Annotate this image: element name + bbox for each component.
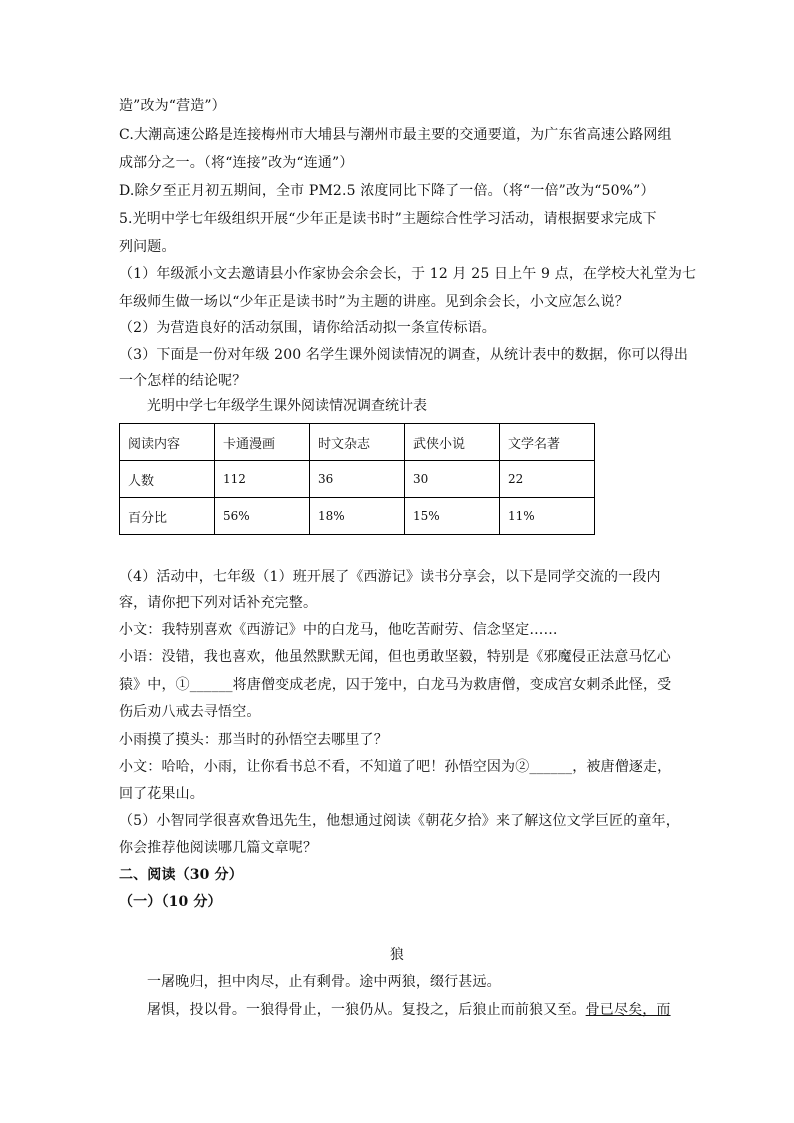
table-cell: 18% — [310, 498, 405, 535]
dialogue-line: 小文：我特别喜欢《西游记》中的白龙马，他吃苦耐劳、信念坚定…… — [119, 622, 558, 638]
sub-heading: （一）（10 分） — [119, 894, 222, 910]
table-cell: 阅读内容 — [120, 424, 215, 461]
text-line: 年级师生做一场以“少年正是读书时”为主题的讲座。见到余会长，小文应怎么说？ — [119, 294, 629, 310]
table-cell: 百分比 — [120, 498, 215, 535]
passage-line — [147, 1000, 671, 1020]
passage-text: 屠惧，投以骨。一狼得骨止，一狼仍从。复投之，后狼止而前狼又至。 — [147, 1002, 586, 1018]
table-cell: 时文杂志 — [310, 424, 405, 461]
dialogue-line: 小文：哈哈，小雨，让你看书总不看，不知道了吧！孙悟空因为②______，被唐僧逐走， — [119, 759, 672, 775]
survey-table — [119, 423, 595, 535]
text-line: 成部分之一。（将“连接”改为“连通”） — [119, 155, 354, 171]
table-cell: 15% — [405, 498, 500, 535]
table-row — [120, 461, 595, 498]
dialogue-line: 伤后劝八戒去寻悟空。 — [119, 704, 261, 720]
text-line: 一个怎样的结论呢？ — [119, 373, 247, 389]
passage-line: 一屠晚归，担中肉尽，止有剩骨。途中两狼，缀行甚远。 — [147, 974, 501, 990]
dialogue-line: 小语：没错，我也喜欢，他虽然默默无闻，但也勇敢坚毅，特别是《邪魔侵正法意马忆心 — [119, 649, 671, 665]
table-cell: 文学名著 — [500, 424, 595, 461]
subquestion-2-line: （2）为营造良好的活动氛围，请你给活动拟一条宣传标语。 — [119, 320, 496, 336]
table-cell: 56% — [215, 498, 310, 535]
subquestion-3-line: （3）下面是一份对年级 200 名学生课外阅读情况的调查，从统计表中的数据，你可以得出 — [119, 347, 688, 363]
table-cell: 卡通漫画 — [215, 424, 310, 461]
text-line: 你会推荐他阅读哪几篇文章呢？ — [119, 840, 318, 856]
table-cell: 112 — [215, 461, 310, 498]
text-line: 造”改为“营造”） — [119, 98, 226, 114]
text-line: 容，请你把下列对话补充完整。 — [119, 595, 318, 611]
table-row — [120, 498, 595, 535]
subquestion-5-line: （5）小智同学很喜欢鲁迅先生，他想通过阅读《朝花夕拾》来了解这位文学巨匠的童年， — [119, 813, 680, 829]
subquestion-4-line: （4）活动中，七年级（1）班开展了《西游记》读书分享会，以下是同学交流的一段内 — [119, 569, 661, 585]
table-caption: 光明中学七年级学生课外阅读情况调查统计表 — [147, 398, 427, 414]
dialogue-line: 回了花果山。 — [119, 786, 204, 802]
option-d-line: D.除夕至正月初五期间，全市 PM2.5 浓度同比下降了一倍。（将“一倍”改为“50%”） — [119, 183, 655, 199]
table-cell: 11% — [500, 498, 595, 535]
text-line: 列问题。 — [119, 239, 176, 255]
dialogue-line: 猿》中，①______将唐僧变成老虎，囚于笼中，白龙马为救唐僧，变成宫女刺杀此怪，受 — [119, 677, 672, 693]
question-5-line: 5.光明中学七年级组织开展“少年正是读书时”主题综合性学习活动，请根据要求完成下 — [119, 211, 657, 227]
underlined-passage-text: 骨已尽矣，而 — [585, 1002, 671, 1018]
poem-title: 狼 — [389, 947, 405, 963]
dialogue-line: 小雨摸了摸头：那当时的孙悟空去哪里了？ — [119, 732, 388, 748]
table-cell: 人数 — [120, 461, 215, 498]
section-heading: 二、阅读（30 分） — [119, 867, 243, 883]
subquestion-1-line: （1）年级派小文去邀请县小作家协会余会长，于 12 月 25 日上午 9 点，在学校大礼堂为七 — [119, 266, 697, 282]
table-cell: 22 — [500, 461, 595, 498]
table-cell: 武侠小说 — [405, 424, 500, 461]
table-cell: 30 — [405, 461, 500, 498]
option-c-line: C.大潮高速公路是连接梅州市大埔县与潮州市最主要的交通要道，为广东省高速公路网组 — [119, 127, 672, 143]
table-row — [120, 424, 595, 461]
table-cell: 36 — [310, 461, 405, 498]
